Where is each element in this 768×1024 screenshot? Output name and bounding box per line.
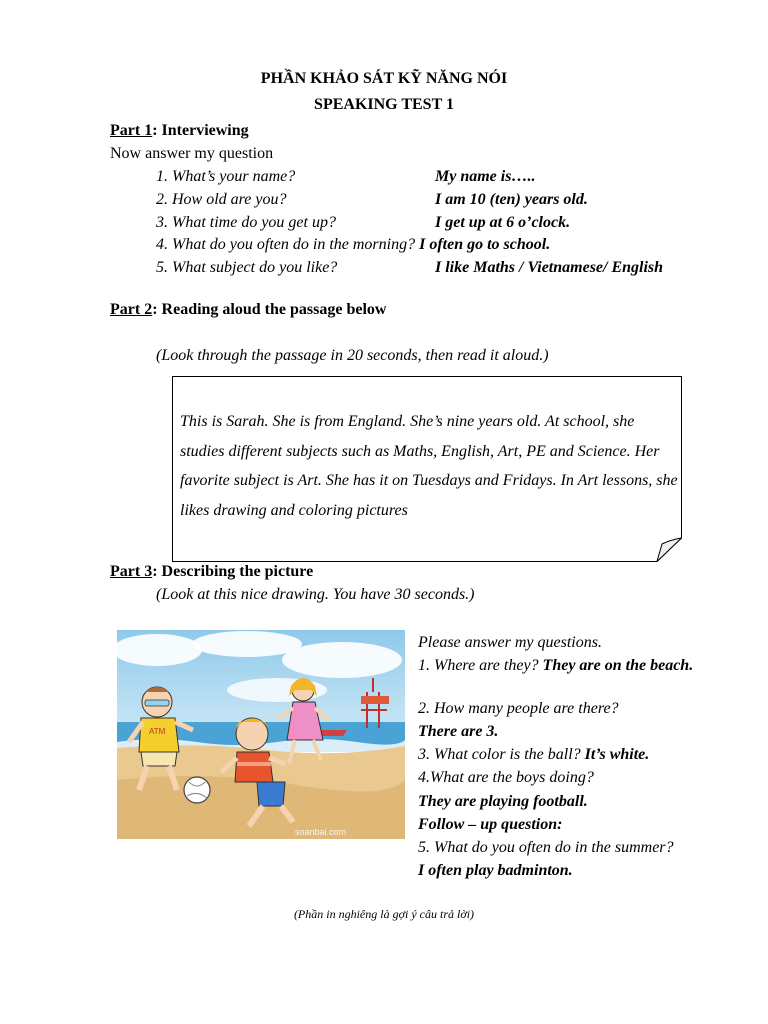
part3-question-3: 3. What color is the ball? bbox=[418, 746, 581, 763]
part3-question-5: 5. What do you often do in the summer? bbox=[418, 839, 674, 856]
part3-answer-3: It’s white. bbox=[584, 746, 650, 763]
passage-box bbox=[172, 376, 682, 562]
page-title-en: SPEAKING TEST 1 bbox=[314, 96, 454, 113]
part1-answer-3: I get up at 6 o’clock. bbox=[435, 214, 571, 231]
part1-question-5: 5. What subject do you like? bbox=[156, 259, 338, 276]
part2-label: Part 2 bbox=[110, 301, 153, 318]
part2-instruction: (Look through the passage in 20 seconds, then read it aloud.) bbox=[156, 347, 549, 364]
part1-question-2: 2. How old are you? bbox=[156, 191, 287, 208]
part2-heading bbox=[110, 301, 386, 319]
passage-text: This is Sarah. She is from England. She’s nine years old. At school, she studies different subjects such as Maths, English, Art, PE and Science. Her favorite subject is Art. She has it on Tuesdays and Fridays. In Art lessons, she likes drawing and coloring pictures bbox=[180, 413, 678, 519]
page-title-vi: PHẦN KHẢO SÁT KỸ NĂNG NÓI bbox=[260, 70, 508, 87]
part1-question-4: 4. What do you often do in the morning? bbox=[156, 236, 416, 253]
part1-intro: Now answer my question bbox=[110, 145, 274, 162]
part1-title: : Interviewing bbox=[152, 122, 249, 139]
part1-question-1: 1. What’s your name? bbox=[156, 168, 296, 185]
part3-answer-1: They are on the beach. bbox=[542, 657, 694, 674]
shirt-text: ATM bbox=[149, 727, 166, 736]
part3-title: : Describing the picture bbox=[152, 563, 314, 580]
part3-answer-4: They are playing football. bbox=[418, 793, 588, 810]
part1-heading bbox=[110, 122, 249, 140]
part1-answer-2: I am 10 (ten) years old. bbox=[435, 191, 588, 208]
footer-note: (Phần in nghiêng là gợi ý câu trả lời) bbox=[293, 907, 475, 921]
part3-heading bbox=[110, 563, 313, 581]
part1-label: Part 1 bbox=[110, 122, 153, 139]
picture-watermark: soanbai.com bbox=[295, 827, 347, 837]
ball-icon bbox=[184, 777, 210, 803]
part3-answer-2: There are 3. bbox=[418, 723, 499, 740]
part3-followup-label: Follow – up question: bbox=[418, 816, 563, 833]
beach-illustration bbox=[117, 630, 405, 839]
part3-answer-5: I often play badminton. bbox=[418, 862, 573, 879]
part3-qa-3 bbox=[418, 745, 730, 765]
part1-row-4 bbox=[156, 236, 550, 254]
part1-question-3: 3. What time do you get up? bbox=[156, 214, 336, 231]
part3-intro: Please answer my questions. bbox=[418, 634, 602, 651]
part3-label: Part 3 bbox=[110, 563, 153, 580]
part3-instruction: (Look at this nice drawing. You have 30 seconds.) bbox=[156, 586, 475, 603]
part3-question-2: 2. How many people are there? bbox=[418, 700, 619, 717]
part3-question-1: 1. Where are they? bbox=[418, 657, 539, 674]
part2-title: : Reading aloud the passage below bbox=[152, 301, 387, 318]
part1-answer-4: I often go to school. bbox=[419, 236, 551, 253]
part3-qa-1 bbox=[418, 656, 730, 676]
beach-football-picture bbox=[117, 630, 405, 839]
part1-answer-1: My name is….. bbox=[435, 168, 536, 185]
part3-question-4: 4.What are the boys doing? bbox=[418, 769, 594, 786]
part1-answer-5: I like Maths / Vietnamese/ English bbox=[435, 259, 664, 276]
